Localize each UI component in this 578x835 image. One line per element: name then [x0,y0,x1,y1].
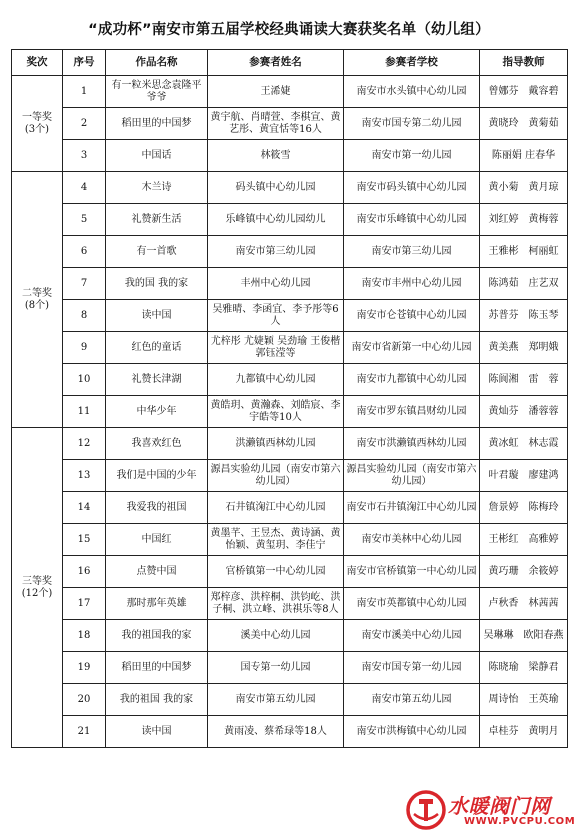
header-participant-names: 参赛者姓名 [208,50,344,76]
entry-number: 19 [63,652,106,684]
award-table [11,49,568,748]
work-title: 读中国 [106,300,208,332]
brand-logo-icon [406,790,446,830]
teacher-names: 曾娜芬 戴容碧 [480,76,568,108]
entry-number: 7 [63,268,106,300]
award-level-cell [12,76,63,172]
participant-school: 南安市国专第一幼儿园 [344,652,480,684]
table-row [12,716,568,748]
teacher-names: 黄美燕 郑明娥 [480,332,568,364]
entry-number: 6 [63,236,106,268]
teacher-names: 黄冰虹 林志霞 [480,428,568,460]
work-title: 中国话 [106,140,208,172]
entry-number: 5 [63,204,106,236]
entry-number: 18 [63,620,106,652]
participant-school: 南安市第三幼儿园 [344,236,480,268]
work-title: 那时那年英雄 [106,588,208,620]
entry-number: 20 [63,684,106,716]
header-participant-school: 参赛者学校 [344,50,480,76]
participant-school: 源昌实验幼儿园（南安市第六幼儿园） [344,460,480,492]
header-work-title: 作品名称 [106,50,208,76]
award-level-name: 三等奖 [22,575,52,587]
participant-school: 南安市洪濑镇西林幼儿园 [344,428,480,460]
participant-names: 官桥镇第一中心幼儿园 [208,556,344,588]
work-title: 中国红 [106,524,208,556]
work-title: 有一粒米思念袁隆平爷爷 [106,76,208,108]
page-title: “成功杯”南安市第五届学校经典诵读大赛获奖名单（幼儿组） [88,22,490,38]
table-row [12,236,568,268]
entry-number: 8 [63,300,106,332]
participant-names: 源昌实验幼儿园（南安市第六幼儿园） [208,460,344,492]
participant-school: 南安市九都镇中心幼儿园 [344,364,480,396]
table-row [12,108,568,140]
table-row [12,652,568,684]
entry-number: 2 [63,108,106,140]
work-title: 我们是中国的少年 [106,460,208,492]
table-row [12,364,568,396]
participant-school: 南安市石井镇淗江中心幼儿园 [344,492,480,524]
participant-names: 乐峰镇中心幼儿园幼儿 [208,204,344,236]
entry-number: 3 [63,140,106,172]
participant-names: 南安市第五幼儿园 [208,684,344,716]
award-level-count: (12个) [21,587,53,599]
entry-number: 9 [63,332,106,364]
participant-school: 南安市英都镇中心幼儿园 [344,588,480,620]
teacher-names: 詹景婷 陈梅玲 [480,492,568,524]
table-row [12,76,568,108]
entry-number: 15 [63,524,106,556]
work-title: 稻田里的中国梦 [106,108,208,140]
participant-school: 南安市水头镇中心幼儿园 [344,76,480,108]
award-level-count: (3个) [24,123,50,135]
teacher-names: 王雅彬 柯丽虹 [480,236,568,268]
participant-names: 南安市第三幼儿园 [208,236,344,268]
participant-names: 黄雨凌、蔡希琭等18人 [208,716,344,748]
participant-names: 九都镇中心幼儿园 [208,364,344,396]
participant-names: 洪濑镇西林幼儿园 [208,428,344,460]
watermark-url-text: WWW.PVCPU.COM [464,816,576,827]
work-title: 礼赞新生活 [106,204,208,236]
work-title: 中华少年 [106,396,208,428]
entry-number: 16 [63,556,106,588]
participant-school: 南安市省新第一中心幼儿园 [344,332,480,364]
participant-names: 码头镇中心幼儿园 [208,172,344,204]
teacher-names: 陈晓瑜 梁静君 [480,652,568,684]
table-row [12,172,568,204]
participant-names: 黄墨芊、王昱杰、黄诗涵、黄怡颖、黄玺玥、李佳宁 [208,524,344,556]
teacher-names: 刘红婷 黄梅蓉 [480,204,568,236]
teacher-names: 周诗怡 王英瑜 [480,684,568,716]
participant-school: 南安市乐峰镇中心幼儿园 [344,204,480,236]
work-title: 读中国 [106,716,208,748]
award-level-cell [12,428,63,748]
work-title: 有一首歌 [106,236,208,268]
work-title: 我的祖国我的家 [106,620,208,652]
participant-names: 王浠婕 [208,76,344,108]
participant-names: 林筱雪 [208,140,344,172]
table-row [12,268,568,300]
table-row [12,300,568,332]
entry-number: 4 [63,172,106,204]
work-title: 我的祖国 我的家 [106,684,208,716]
teacher-names: 陈阆湘 雷 蓉 [480,364,568,396]
teacher-names: 王彬红 高雅婷 [480,524,568,556]
participant-school: 南安市第五幼儿园 [344,684,480,716]
site-watermark [406,789,574,831]
watermark-brand-text: 水暖阀门网 [448,794,551,818]
participant-names: 郑梓彦、洪梓桐、洪钧屹、洪子桐、洪立峰、洪祺乐等8人 [208,588,344,620]
participant-school: 南安市第一幼儿园 [344,140,480,172]
work-title: 木兰诗 [106,172,208,204]
participant-school: 南安市官桥镇第一中心幼儿园 [344,556,480,588]
entry-number: 12 [63,428,106,460]
entry-number: 10 [63,364,106,396]
work-title: 红色的童话 [106,332,208,364]
participant-school: 南安市丰州中心幼儿园 [344,268,480,300]
teacher-names: 叶君璇 廖建鸿 [480,460,568,492]
teacher-names: 黄晓玲 黄菊茹 [480,108,568,140]
header-award-level: 奖次 [12,50,63,76]
participant-names: 黄皓玥、黄瀚森、刘皓宸、李宇皓等10人 [208,396,344,428]
participant-names: 尤梓彤 尤婕颖 吴劲瑜 王俊楷 郭钰滢等 [208,332,344,364]
participant-school: 南安市仑苍镇中心幼儿园 [344,300,480,332]
table-row [12,492,568,524]
table-row [12,428,568,460]
work-title: 我喜欢红色 [106,428,208,460]
work-title: 我的国 我的家 [106,268,208,300]
participant-school: 南安市罗东镇昌财幼儿园 [344,396,480,428]
table-row [12,620,568,652]
entry-number: 1 [63,76,106,108]
teacher-names: 吴琳琳 欧阳春燕 [480,620,568,652]
teacher-names: 苏普芬 陈玉琴 [480,300,568,332]
entry-number: 21 [63,716,106,748]
table-row [12,204,568,236]
participant-names: 石井镇淗江中心幼儿园 [208,492,344,524]
table-row [12,588,568,620]
work-title: 稻田里的中国梦 [106,652,208,684]
work-title: 点赞中国 [106,556,208,588]
entry-number: 14 [63,492,106,524]
work-title: 我爱我的祖国 [106,492,208,524]
award-level-name: 一等奖 [22,111,52,123]
entry-number: 13 [63,460,106,492]
participant-school: 南安市洪梅镇中心幼儿园 [344,716,480,748]
participant-school: 南安市国专第二幼儿园 [344,108,480,140]
participant-school: 南安市溪美中心幼儿园 [344,620,480,652]
entry-number: 11 [63,396,106,428]
header-teachers: 指导教师 [480,50,568,76]
work-title: 礼赞长津湖 [106,364,208,396]
participant-school: 南安市码头镇中心幼儿园 [344,172,480,204]
table-row [12,332,568,364]
award-table-body [12,76,568,748]
award-level-name: 二等奖 [22,287,52,299]
teacher-names: 陈丽娟 庄春华 [480,140,568,172]
teacher-names: 卓桂芬 黄明月 [480,716,568,748]
table-header-row [12,50,568,76]
teacher-names: 黄巧珊 余筱婷 [480,556,568,588]
teacher-names: 黄小菊 黄月琼 [480,172,568,204]
entry-number: 17 [63,588,106,620]
table-row [12,684,568,716]
header-number: 序号 [63,50,106,76]
table-row [12,396,568,428]
participant-names: 黄宇航、肖晴萱、李棋宣、黄艺彤、黄宜恬等16人 [208,108,344,140]
participant-names: 溪美中心幼儿园 [208,620,344,652]
table-row [12,524,568,556]
award-level-count: (8个) [24,299,50,311]
table-row [12,460,568,492]
participant-school: 南安市美林中心幼儿园 [344,524,480,556]
participant-names: 吴雅晴、李函宜、李予彤等6人 [208,300,344,332]
participant-names: 丰州中心幼儿园 [208,268,344,300]
table-row [12,140,568,172]
teacher-names: 卢秋香 林茜茜 [480,588,568,620]
award-level-cell [12,172,63,428]
teacher-names: 黄灿芬 潘蓉蓉 [480,396,568,428]
teacher-names: 陈鸿茹 庄艺双 [480,268,568,300]
participant-names: 国专第一幼儿园 [208,652,344,684]
table-row [12,556,568,588]
